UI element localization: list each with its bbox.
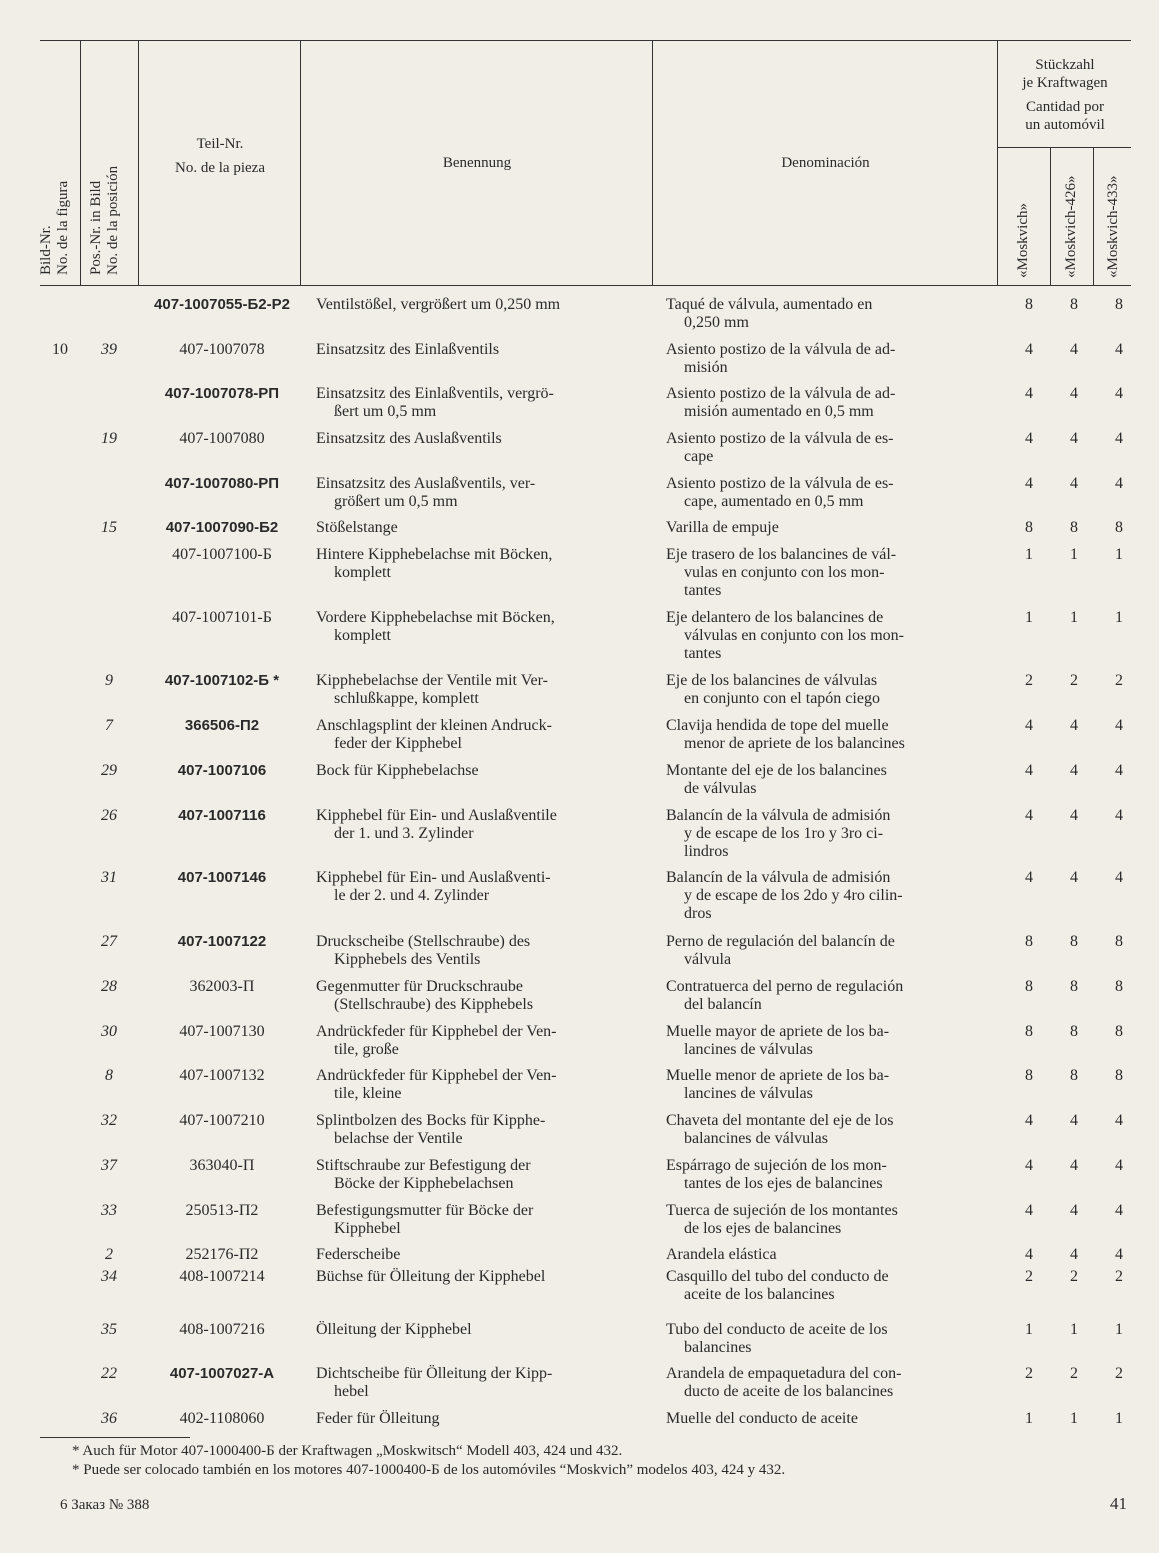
denominacion-line: Tuerca de sujeción de los montantes [666, 1202, 898, 1219]
pos-nr: 27 [101, 933, 117, 950]
part-number: 402-1108060 [179, 1410, 265, 1427]
qty-moskvich: 4 [1025, 475, 1033, 492]
pos-nr: 37 [101, 1157, 117, 1174]
header-model-moskvich: «Moskvich» [1015, 203, 1031, 278]
header-benennung: Benennung [442, 155, 512, 171]
benennung-text [316, 296, 628, 314]
benennung-line: größert um 0,5 mm [334, 493, 458, 510]
benennung-text [316, 430, 628, 448]
quantity-sub-rule [998, 147, 1131, 148]
denominacion-text [666, 296, 976, 332]
col-divider-5 [997, 40, 998, 286]
benennung-line: Andrückfeder für Kipphebel der Ven- [316, 1023, 557, 1040]
qty-moskvich-426: 8 [1070, 296, 1078, 313]
denominacion-line: Eje trasero de los balancines de vál- [666, 546, 897, 563]
denominacion-line: Perno de regulación del balancín de [666, 933, 895, 950]
part-number: 407-1007080-РП [164, 475, 280, 492]
part-number: 407-1007101-Б [172, 609, 272, 626]
benennung-line: Befestigungsmutter für Böcke der [316, 1202, 534, 1219]
denominacion-text [666, 1321, 976, 1357]
benennung-text [316, 762, 628, 780]
qty-moskvich: 4 [1025, 385, 1033, 402]
denominacion-text [666, 519, 976, 537]
qty-moskvich-426: 4 [1070, 341, 1078, 358]
qty-moskvich-426: 4 [1070, 475, 1078, 492]
benennung-text [316, 1157, 628, 1193]
denominacion-line: misión [684, 359, 728, 376]
benennung-line: Stiftschraube zur Befestigung der [316, 1157, 531, 1174]
denominacion-text [666, 1067, 976, 1103]
qty-moskvich-433: 4 [1115, 762, 1123, 779]
denominacion-line: Espárrago de sujeción de los mon- [666, 1157, 887, 1174]
pos-nr: 32 [101, 1112, 117, 1129]
benennung-text [316, 1365, 628, 1401]
qty-moskvich-433: 8 [1115, 519, 1123, 536]
qty-moskvich: 8 [1025, 296, 1033, 313]
qty-moskvich: 8 [1025, 519, 1033, 536]
footnote-es: * Puede ser colocado también en los motores 407-1000400-Б de los automóviles “Moskvich” modelos 403, 424 y 432. [72, 1462, 786, 1478]
denominacion-line: tantes [684, 645, 722, 662]
denominacion-text [666, 341, 976, 377]
qty-moskvich-433: 4 [1115, 385, 1123, 402]
benennung-line: Hintere Kipphebelachse mit Böcken, [316, 546, 553, 563]
pos-nr: 36 [101, 1410, 117, 1427]
header-model-moskvich-426: «Moskvich-426» [1063, 175, 1079, 278]
qty-moskvich-433: 4 [1115, 1112, 1123, 1129]
qty-moskvich-426: 4 [1070, 762, 1078, 779]
benennung-text [316, 1202, 628, 1238]
benennung-line: tile, große [334, 1041, 399, 1058]
print-order-note: 6 Заказ № 388 [60, 1497, 150, 1513]
benennung-line: Splintbolzen des Bocks für Kipphe- [316, 1112, 546, 1129]
qty-moskvich-426: 4 [1070, 1202, 1078, 1219]
header-model-moskvich-433: «Moskvich-433» [1105, 175, 1121, 278]
denominacion-line: y de escape de los 2do y 4ro cilin- [684, 887, 903, 904]
denominacion-text [666, 807, 976, 861]
benennung-line: ßert um 0,5 mm [334, 403, 437, 420]
benennung-line: Andrückfeder für Kipphebel der Ven- [316, 1067, 557, 1084]
qty-moskvich-426: 2 [1070, 1268, 1078, 1285]
benennung-text [316, 1112, 628, 1148]
qty-moskvich-426: 4 [1070, 717, 1078, 734]
denominacion-line: Balancín de la válvula de admisión [666, 807, 891, 824]
denominacion-text [666, 1202, 976, 1238]
denominacion-text [666, 385, 976, 421]
qty-moskvich: 2 [1025, 672, 1033, 689]
qty-moskvich: 8 [1025, 933, 1033, 950]
col-divider-7 [1093, 147, 1094, 286]
part-number: 362003-П [189, 978, 255, 995]
denominacion-line: válvulas en conjunto con los mon- [684, 627, 904, 644]
denominacion-text [666, 1410, 976, 1428]
benennung-line: Stößelstange [316, 519, 398, 536]
denominacion-line: lancines de válvulas [684, 1041, 813, 1058]
benennung-line: (Stellschraube) des Kipphebels [334, 996, 534, 1013]
benennung-text [316, 475, 628, 511]
denominacion-line: cape [684, 448, 714, 465]
benennung-line: Bock für Kipphebelachse [316, 762, 479, 779]
part-number: 407-1007090-Б2 [165, 519, 279, 536]
benennung-line: Gegenmutter für Druckschraube [316, 978, 524, 995]
benennung-line: belachse der Ventile [334, 1130, 463, 1147]
benennung-line: Ölleitung der Kipphebel [316, 1321, 472, 1338]
benennung-text [316, 1268, 628, 1286]
qty-moskvich: 1 [1025, 609, 1033, 626]
qty-moskvich: 4 [1025, 717, 1033, 734]
part-number: 408-1007216 [179, 1321, 265, 1338]
denominacion-line: Chaveta del montante del eje de los [666, 1112, 894, 1129]
denominacion-line: Eje de los balancines de válvulas [666, 672, 878, 689]
header-teil-nr: Teil-Nr. No. de la pieza [175, 136, 265, 176]
denominacion-text [666, 475, 976, 511]
qty-moskvich-426: 4 [1070, 430, 1078, 447]
part-number: 408-1007214 [179, 1268, 265, 1285]
benennung-line: Einsatzsitz des Einlaßventils [316, 341, 500, 358]
benennung-line: Büchse für Ölleitung der Kipphebel [316, 1268, 546, 1285]
denominacion-line: menor de apriete de los balancines [684, 735, 905, 752]
part-number: 407-1007210 [179, 1112, 265, 1129]
denominacion-line: Montante del eje de los balancines [666, 762, 887, 779]
pos-nr: 8 [105, 1067, 113, 1084]
qty-moskvich-426: 8 [1070, 978, 1078, 995]
qty-moskvich: 4 [1025, 430, 1033, 447]
qty-moskvich: 4 [1025, 1157, 1033, 1174]
header-bottom-rule [40, 285, 1131, 286]
part-number: 407-1007078-РП [164, 385, 280, 402]
qty-moskvich-426: 1 [1070, 1410, 1078, 1427]
qty-moskvich: 8 [1025, 978, 1033, 995]
qty-moskvich-426: 4 [1070, 807, 1078, 824]
denominacion-line: Contratuerca del perno de regulación [666, 978, 904, 995]
benennung-line: komplett [334, 627, 391, 644]
benennung-text [316, 519, 628, 537]
denominacion-line: vulas en conjunto con los mon- [684, 564, 885, 581]
benennung-line: Vordere Kipphebelachse mit Böcken, [316, 609, 555, 626]
denominacion-line: de válvulas [684, 780, 757, 797]
pos-nr: 2 [105, 1246, 113, 1263]
denominacion-line: Taqué de válvula, aumentado en [666, 296, 873, 313]
denominacion-line: Asiento postizo de la válvula de es- [666, 430, 894, 447]
footnote-de: * Auch für Motor 407-1000400-Б der Kraftwagen „Moskwitsch“ Modell 403, 424 und 432. [72, 1443, 623, 1459]
page-number: 41 [1110, 1494, 1127, 1513]
qty-moskvich: 4 [1025, 1246, 1033, 1263]
part-number: 250513-П2 [185, 1202, 259, 1219]
qty-moskvich-433: 8 [1115, 1067, 1123, 1084]
benennung-text [316, 1321, 628, 1339]
qty-moskvich-426: 8 [1070, 933, 1078, 950]
col-divider-1 [80, 40, 81, 286]
denominacion-line: Balancín de la válvula de admisión [666, 869, 891, 886]
benennung-line: feder der Kipphebel [334, 735, 462, 752]
qty-moskvich-433: 4 [1115, 1202, 1123, 1219]
qty-moskvich: 2 [1025, 1268, 1033, 1285]
denominacion-line: tantes de los ejes de balancines [684, 1175, 883, 1192]
denominacion-line: Muelle mayor de apriete de los ba- [666, 1023, 890, 1040]
header-bild-nr: Bild-Nr. No. de la figura [38, 180, 71, 275]
col-divider-6 [1050, 147, 1051, 286]
benennung-line: Einsatzsitz des Auslaßventils, ver- [316, 475, 536, 492]
pos-nr: 30 [101, 1023, 117, 1040]
qty-moskvich: 4 [1025, 807, 1033, 824]
denominacion-line: Asiento postizo de la válvula de ad- [666, 385, 896, 402]
denominacion-line: ducto de aceite de los balancines [684, 1383, 894, 1400]
header-denominacion: Denominación [781, 155, 870, 171]
qty-moskvich: 1 [1025, 1410, 1033, 1427]
denominacion-line: Varilla de empuje [666, 519, 779, 536]
pos-nr: 15 [101, 519, 117, 536]
header-pos-nr: Pos.-Nr. in Bild No. de la posición [88, 165, 121, 275]
benennung-text [316, 717, 628, 753]
qty-moskvich: 8 [1025, 1023, 1033, 1040]
benennung-line: Ventilstößel, vergrößert um 0,250 mm [316, 296, 561, 313]
part-number: 366506-П2 [184, 717, 260, 734]
pos-nr: 9 [105, 672, 113, 689]
denominacion-line: Tubo del conducto de aceite de los [666, 1321, 888, 1338]
part-number: 407-1007078 [179, 341, 265, 358]
benennung-line: hebel [334, 1383, 369, 1400]
denominacion-line: Asiento postizo de la válvula de ad- [666, 341, 896, 358]
pos-nr: 29 [101, 762, 117, 779]
denominacion-line: en conjunto con el tapón ciego [684, 690, 880, 707]
qty-moskvich-426: 2 [1070, 672, 1078, 689]
part-number: 407-1007122 [177, 933, 267, 950]
qty-moskvich-433: 4 [1115, 1157, 1123, 1174]
col-divider-2 [138, 40, 139, 286]
benennung-text [316, 609, 628, 645]
denominacion-text [666, 430, 976, 466]
qty-moskvich-433: 1 [1115, 609, 1123, 626]
pos-nr: 39 [101, 341, 117, 358]
denominacion-text [666, 1157, 976, 1193]
qty-moskvich: 8 [1025, 1067, 1033, 1084]
denominacion-text [666, 978, 976, 1014]
qty-moskvich-433: 4 [1115, 1246, 1123, 1263]
benennung-text [316, 978, 628, 1014]
part-number: 252176-П2 [185, 1246, 259, 1263]
qty-moskvich: 4 [1025, 869, 1033, 886]
part-number: 407-1007130 [179, 1023, 265, 1040]
qty-moskvich-433: 8 [1115, 933, 1123, 950]
benennung-text [316, 807, 628, 843]
denominacion-line: del balancín [684, 996, 762, 1013]
denominacion-line: Muelle del conducto de aceite [666, 1410, 858, 1427]
benennung-text [316, 933, 628, 969]
denominacion-line: balancines [684, 1339, 752, 1356]
qty-moskvich-426: 4 [1070, 869, 1078, 886]
qty-moskvich-433: 4 [1115, 475, 1123, 492]
part-number: 407-1007102-Б * [164, 672, 280, 689]
benennung-line: schlußkappe, komplett [334, 690, 479, 707]
denominacion-line: balancines de válvulas [684, 1130, 828, 1147]
denominacion-line: cape, aumentado en 0,5 mm [684, 493, 864, 510]
benennung-text [316, 385, 628, 421]
qty-moskvich-426: 1 [1070, 1321, 1078, 1338]
benennung-line: le der 2. und 4. Zylinder [334, 887, 490, 904]
qty-moskvich-433: 4 [1115, 430, 1123, 447]
denominacion-text [666, 869, 976, 923]
part-number: 407-1007100-Б [172, 546, 272, 563]
pos-nr: 22 [101, 1365, 117, 1382]
benennung-text [316, 869, 628, 905]
denominacion-line: válvula [684, 951, 732, 968]
denominacion-line: Asiento postizo de la válvula de es- [666, 475, 894, 492]
benennung-text [316, 1246, 628, 1264]
denominacion-line: Muelle menor de apriete de los ba- [666, 1067, 890, 1084]
denominacion-text [666, 762, 976, 798]
qty-moskvich: 4 [1025, 762, 1033, 779]
denominacion-line: misión aumentado en 0,5 mm [684, 403, 874, 420]
denominacion-line: Arandela de empaquetadura del con- [666, 1365, 902, 1382]
footnote-rule [40, 1437, 190, 1438]
qty-moskvich: 2 [1025, 1365, 1033, 1382]
denominacion-text [666, 546, 976, 600]
part-number: 407-1007080 [179, 430, 265, 447]
benennung-line: Kipphebel für Ein- und Auslaßventi- [316, 869, 551, 886]
pos-nr: 35 [101, 1321, 117, 1338]
part-number: 407-1007116 [178, 807, 266, 824]
pos-nr: 7 [105, 717, 113, 734]
denominacion-line: tantes [684, 582, 722, 599]
part-number: 407-1007132 [179, 1067, 265, 1084]
benennung-text [316, 1023, 628, 1059]
denominacion-text [666, 717, 976, 753]
benennung-line: Böcke der Kipphebelachsen [334, 1175, 514, 1192]
pos-nr: 33 [101, 1202, 117, 1219]
qty-moskvich-433: 4 [1115, 869, 1123, 886]
denominacion-line: lindros [684, 843, 729, 860]
pos-nr: 34 [101, 1268, 117, 1285]
qty-moskvich-426: 4 [1070, 1112, 1078, 1129]
qty-moskvich-433: 4 [1115, 341, 1123, 358]
qty-moskvich-426: 4 [1070, 385, 1078, 402]
benennung-line: Dichtscheibe für Ölleitung der Kipp- [316, 1365, 553, 1382]
denominacion-text [666, 933, 976, 969]
benennung-line: Federscheibe [316, 1246, 401, 1263]
denominacion-line: aceite de los balancines [684, 1286, 835, 1303]
benennung-line: komplett [334, 564, 391, 581]
qty-moskvich: 4 [1025, 1202, 1033, 1219]
col-divider-3 [300, 40, 301, 286]
benennung-line: Einsatzsitz des Auslaßventils [316, 430, 502, 447]
pos-nr: 26 [101, 807, 117, 824]
qty-moskvich-433: 4 [1115, 717, 1123, 734]
bild-nr: 10 [52, 341, 68, 358]
benennung-line: Kipphebelachse der Ventile mit Ver- [316, 672, 548, 689]
denominacion-line: Clavija hendida de tope del muelle [666, 717, 889, 734]
qty-moskvich-433: 1 [1115, 1321, 1123, 1338]
denominacion-text [666, 672, 976, 708]
qty-moskvich-433: 1 [1115, 1410, 1123, 1427]
benennung-text [316, 672, 628, 708]
header-top-rule [40, 40, 1131, 41]
denominacion-line: dros [684, 905, 712, 922]
part-number: 407-1007106 [177, 762, 267, 779]
qty-moskvich-426: 8 [1070, 1067, 1078, 1084]
qty-moskvich-433: 4 [1115, 807, 1123, 824]
qty-moskvich-433: 8 [1115, 1023, 1123, 1040]
denominacion-text [666, 609, 976, 663]
qty-moskvich-426: 4 [1070, 1157, 1078, 1174]
benennung-line: Anschlagsplint der kleinen Andruck- [316, 717, 552, 734]
qty-moskvich: 4 [1025, 341, 1033, 358]
qty-moskvich-426: 1 [1070, 546, 1078, 563]
qty-moskvich-433: 2 [1115, 672, 1123, 689]
benennung-line: Kipphebel für Ein- und Auslaßventile [316, 807, 557, 824]
denominacion-text [666, 1246, 976, 1264]
qty-moskvich-433: 2 [1115, 1365, 1123, 1382]
pos-nr: 19 [101, 430, 117, 447]
benennung-line: Kipphebels des Ventils [334, 951, 481, 968]
part-number: 407-1007027-А [169, 1365, 275, 1382]
denominacion-line: Arandela elástica [666, 1246, 777, 1263]
qty-moskvich-426: 4 [1070, 1246, 1078, 1263]
qty-moskvich-433: 8 [1115, 296, 1123, 313]
benennung-line: Einsatzsitz des Einlaßventils, vergrö- [316, 385, 554, 402]
benennung-text [316, 546, 628, 582]
benennung-line: Feder für Ölleitung [316, 1410, 440, 1427]
part-number: 407-1007055-Б2-Р2 [154, 296, 290, 313]
denominacion-text [666, 1365, 976, 1401]
denominacion-line: Casquillo del tubo del conducto de [666, 1268, 889, 1285]
denominacion-text [666, 1268, 976, 1304]
denominacion-text [666, 1023, 976, 1059]
denominacion-line: de los ejes de balancines [684, 1220, 842, 1237]
pos-nr: 28 [101, 978, 117, 995]
col-divider-4 [652, 40, 653, 286]
qty-moskvich-426: 8 [1070, 519, 1078, 536]
qty-moskvich-433: 1 [1115, 546, 1123, 563]
qty-moskvich-426: 8 [1070, 1023, 1078, 1040]
denominacion-line: 0,250 mm [684, 314, 749, 331]
denominacion-text [666, 1112, 976, 1148]
header-stueckzahl: Stückzahl je Kraftwagen Cantidad por un automóvil [1022, 57, 1108, 133]
denominacion-line: Eje delantero de los balancines de [666, 609, 884, 626]
part-number: 363040-П [189, 1157, 255, 1174]
benennung-line: tile, kleine [334, 1085, 402, 1102]
benennung-line: Druckscheibe (Stellschraube) des [316, 933, 531, 950]
qty-moskvich: 4 [1025, 1112, 1033, 1129]
denominacion-line: y de escape de los 1ro y 3ro ci- [684, 825, 884, 842]
pos-nr: 31 [101, 869, 117, 886]
benennung-line: der 1. und 3. Zylinder [334, 825, 474, 842]
benennung-text [316, 1067, 628, 1103]
qty-moskvich-426: 2 [1070, 1365, 1078, 1382]
qty-moskvich-433: 2 [1115, 1268, 1123, 1285]
part-number: 407-1007146 [177, 869, 267, 886]
benennung-line: Kipphebel [334, 1220, 401, 1237]
qty-moskvich-433: 8 [1115, 978, 1123, 995]
qty-moskvich: 1 [1025, 546, 1033, 563]
benennung-text [316, 341, 628, 359]
denominacion-line: lancines de válvulas [684, 1085, 813, 1102]
qty-moskvich-426: 1 [1070, 609, 1078, 626]
qty-moskvich: 1 [1025, 1321, 1033, 1338]
benennung-text [316, 1410, 628, 1428]
